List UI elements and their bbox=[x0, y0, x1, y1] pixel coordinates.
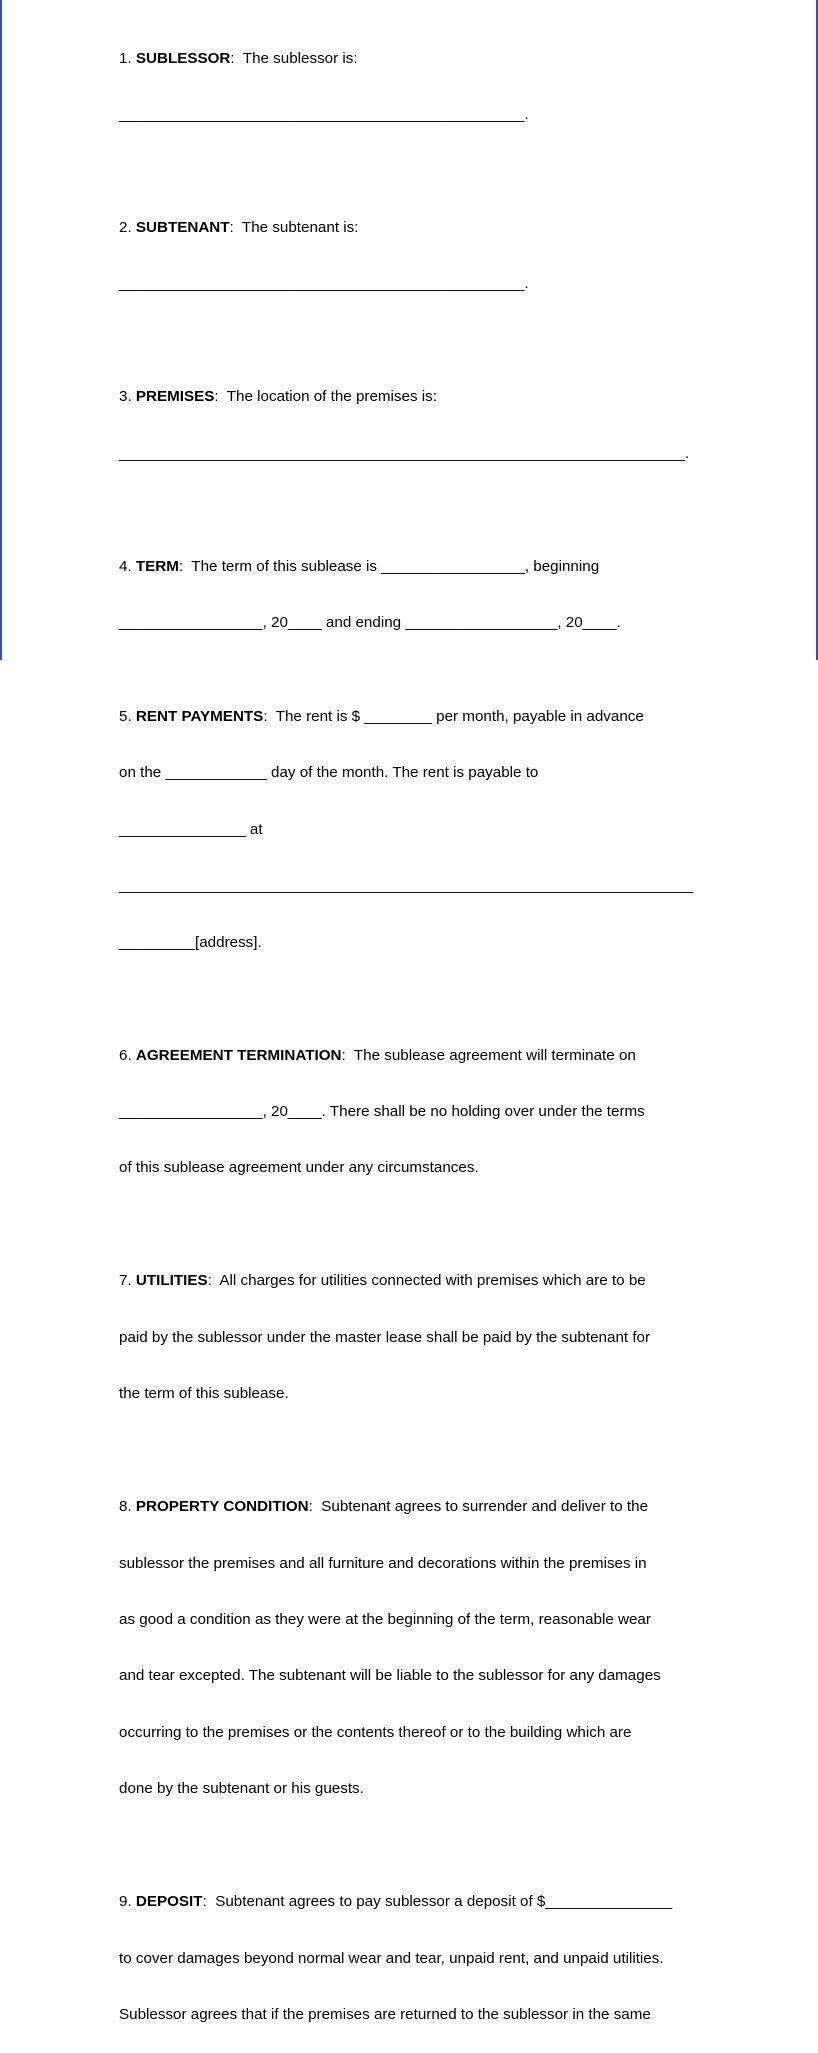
section-number: 3. bbox=[119, 388, 136, 406]
section-text: : The location of the premises is: bbox=[214, 388, 437, 406]
section-utilities bbox=[119, 1235, 719, 1442]
section-heading: UTILITIES bbox=[135, 1272, 208, 1290]
section-heading: DEPOSIT bbox=[135, 1893, 203, 1911]
section-agreement-termination bbox=[119, 1009, 719, 1216]
blank-line[interactable]: _______________ at bbox=[119, 820, 263, 838]
section-text: of this sublease agreement under any circumstances. bbox=[119, 1159, 479, 1177]
section-text: on the ____________ day of the month. The rent is payable to bbox=[119, 764, 539, 782]
section-text: Sublessor agrees that if the premises are returned to the sublessor in the same bbox=[119, 2005, 651, 2023]
section-text: and tear excepted. The subtenant will be liable to the sublessor for any damages bbox=[119, 1667, 661, 1685]
section-heading: AGREEMENT TERMINATION bbox=[135, 1046, 342, 1064]
section-text: : Subtenant agrees to pay sublessor a deposit of $_______________ bbox=[202, 1893, 673, 1911]
section-heading: RENT PAYMENTS bbox=[135, 708, 264, 726]
section-property-condition bbox=[119, 1461, 719, 1837]
section-deposit bbox=[119, 1856, 719, 2053]
section-heading: SUBLESSOR bbox=[135, 49, 231, 67]
section-text: done by the subtenant or his guests. bbox=[119, 1780, 364, 1798]
section-sublessor bbox=[119, 12, 719, 162]
section-number: 8. bbox=[119, 1498, 136, 1516]
section-text: to cover damages beyond normal wear and tear, unpaid rent, and unpaid utilities. bbox=[119, 1949, 664, 1967]
blank-line[interactable]: ____________________________________________________________________ bbox=[119, 877, 694, 895]
section-rent-payments bbox=[119, 671, 719, 991]
section-subtenant bbox=[119, 181, 719, 331]
section-heading: PREMISES bbox=[135, 388, 215, 406]
section-text: : The subtenant is: bbox=[229, 218, 359, 236]
page-border-left bbox=[0, 0, 2, 660]
section-text: : The term of this sublease is _________________, beginning bbox=[178, 557, 600, 575]
section-text: : The sublessor is: bbox=[230, 49, 358, 67]
section-number: 2. bbox=[119, 218, 136, 236]
section-text: occurring to the premises or the contents thereof or to the building which are bbox=[119, 1723, 632, 1741]
section-term bbox=[119, 520, 719, 670]
blank-line[interactable]: _________________, 20____. There shall be no holding over under the terms bbox=[119, 1103, 645, 1121]
section-number: 6. bbox=[119, 1046, 136, 1064]
section-text: : The sublease agreement will terminate on bbox=[341, 1046, 636, 1064]
section-number: 7. bbox=[119, 1272, 136, 1290]
blank-line[interactable]: _________[address]. bbox=[119, 933, 262, 951]
section-number: 9. bbox=[119, 1893, 136, 1911]
section-number: 4. bbox=[119, 557, 136, 575]
blank-line[interactable]: ___________________________________________________________________. bbox=[119, 444, 690, 462]
section-premises bbox=[119, 351, 719, 501]
section-text: as good a condition as they were at the beginning of the term, reasonable wear bbox=[119, 1610, 651, 1628]
section-text: : The rent is $ ________ per month, payable in advance bbox=[263, 708, 644, 726]
section-heading: SUBTENANT bbox=[135, 218, 230, 236]
blank-line[interactable]: ________________________________________________. bbox=[119, 105, 529, 123]
document-page bbox=[119, 12, 719, 2053]
section-heading: PROPERTY CONDITION bbox=[135, 1498, 309, 1516]
section-text: sublessor the premises and all furniture and decorations within the premises in bbox=[119, 1554, 647, 1572]
blank-line[interactable]: _________________, 20____ and ending __________________, 20____. bbox=[119, 614, 621, 632]
section-number: 5. bbox=[119, 708, 136, 726]
section-text: : All charges for utilities connected with premises which are to be bbox=[207, 1272, 646, 1290]
section-heading: TERM bbox=[135, 557, 179, 575]
section-number: 1. bbox=[119, 49, 136, 67]
section-text: paid by the sublessor under the master lease shall be paid by the subtenant for bbox=[119, 1328, 651, 1346]
section-text: the term of this sublease. bbox=[119, 1385, 289, 1403]
section-text: : Subtenant agrees to surrender and deliver to the bbox=[308, 1498, 649, 1516]
blank-line[interactable]: ________________________________________________. bbox=[119, 275, 529, 293]
